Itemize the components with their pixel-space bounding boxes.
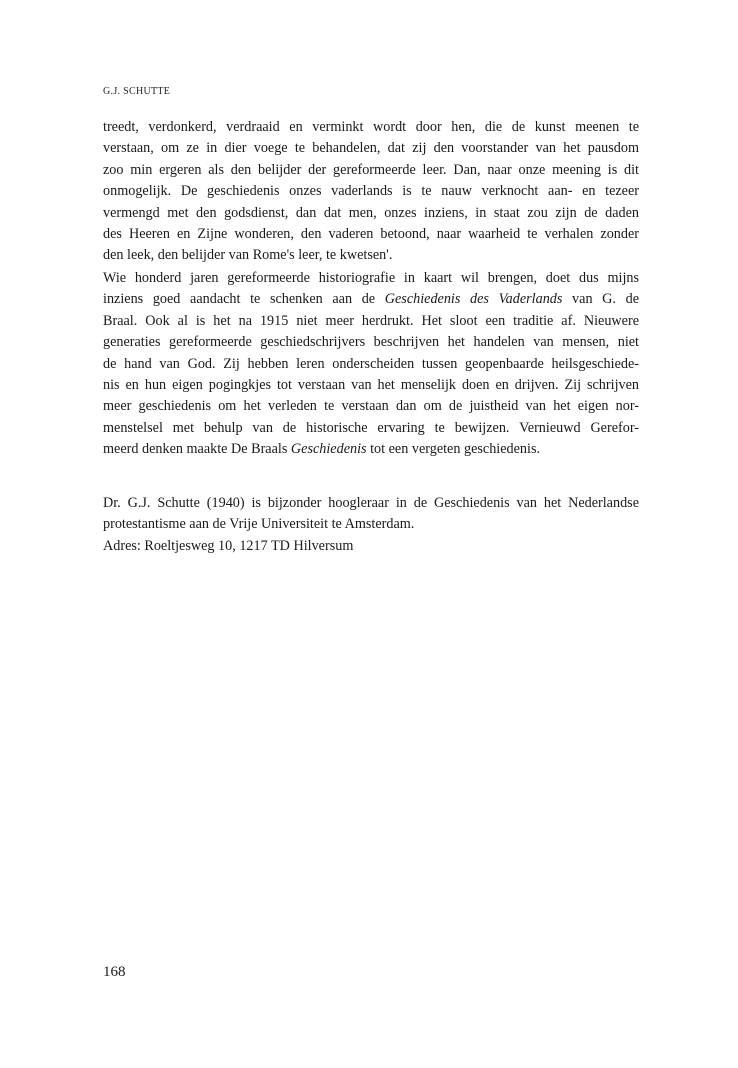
- paragraph-line: [103, 289, 639, 310]
- paragraph-line: des Heeren en Zijne wonderen, den vaderen betoond, naar waarheid te verhalen zonder: [103, 226, 639, 243]
- paragraph-quote-continuation: [103, 117, 639, 267]
- paragraph-line: meer geschiedenis om het verleden te verstaan dan om de juistheid van het eigen nor-: [103, 398, 639, 415]
- line-text: inziens goed aandacht te schenken aan de: [103, 291, 385, 308]
- line-text: van G. de: [562, 291, 640, 308]
- paragraph-line: zoo min ergeren als den belijder der gereformeerde leer. Dan, naar onze meening is dit: [103, 161, 639, 178]
- book-title-italic: Geschiedenis: [290, 441, 367, 458]
- running-head: G.J. SCHUTTE: [103, 86, 171, 97]
- paragraph-line: Braal. Ook al is het na 1915 niet meer herdrukt. Het sloot een traditie af. Nieuwere: [103, 312, 639, 329]
- line-text: tot een vergeten geschiedenis.: [366, 441, 541, 458]
- paragraph-line: [103, 439, 639, 460]
- paragraph-line: menstelsel met behulp van de historische ervaring te bewijzen. Vernieuwd Gerefor-: [103, 419, 639, 436]
- paragraph-line: vermengd met den godsdienst, dan dat men, onzes inziens, in staat zou zijn de daden: [103, 204, 639, 221]
- paragraph-line: den leek, den belijder van Rome's leer, te kwetsen'.: [103, 247, 393, 264]
- bio-line: protestantisme aan de Vrije Universiteit te Amsterdam.: [103, 516, 415, 533]
- page-number: 168: [103, 964, 126, 980]
- line-text: meerd denken maakte De Braals: [103, 441, 291, 458]
- bio-line: Dr. G.J. Schutte (1940) is bijzonder hoogleraar in de Geschiedenis van het Nederlandse: [103, 495, 639, 511]
- paragraph-line: treedt, verdonkerd, verdraaid en verminkt wordt door hen, die de kunst meenen te: [103, 119, 639, 135]
- paragraph-line: Wie honderd jaren gereformeerde historiografie in kaart wil brengen, doet dus mijns: [103, 270, 639, 286]
- paragraph-line: de hand van God. Zij hebben leren onderscheiden tussen geopenbaarde heilsgeschiede-: [103, 355, 639, 372]
- paragraph-line: nis en hun eigen pogingkjes tot verstaan van het menselijk doen en drijven. Zij schrijven: [103, 377, 639, 394]
- book-title-italic: Geschiedenis des Vaderlands: [384, 291, 563, 308]
- author-bio: [103, 493, 639, 557]
- author-address: Adres: Roeltjesweg 10, 1217 TD Hilversum: [103, 537, 354, 554]
- paragraph-line: generaties gereformeerde geschiedschrijvers beschrijven het handelen van mensen, niet: [103, 334, 639, 351]
- paragraph-line: onmogelijk. De geschiedenis onzes vaderlands is te nauw verknocht aan- en tezeer: [103, 183, 639, 200]
- paragraph-line: verstaan, om ze in dier voege te behandelen, dat zij den voorstander van het pausdom: [103, 140, 639, 157]
- paragraph-conclusion: [103, 268, 639, 461]
